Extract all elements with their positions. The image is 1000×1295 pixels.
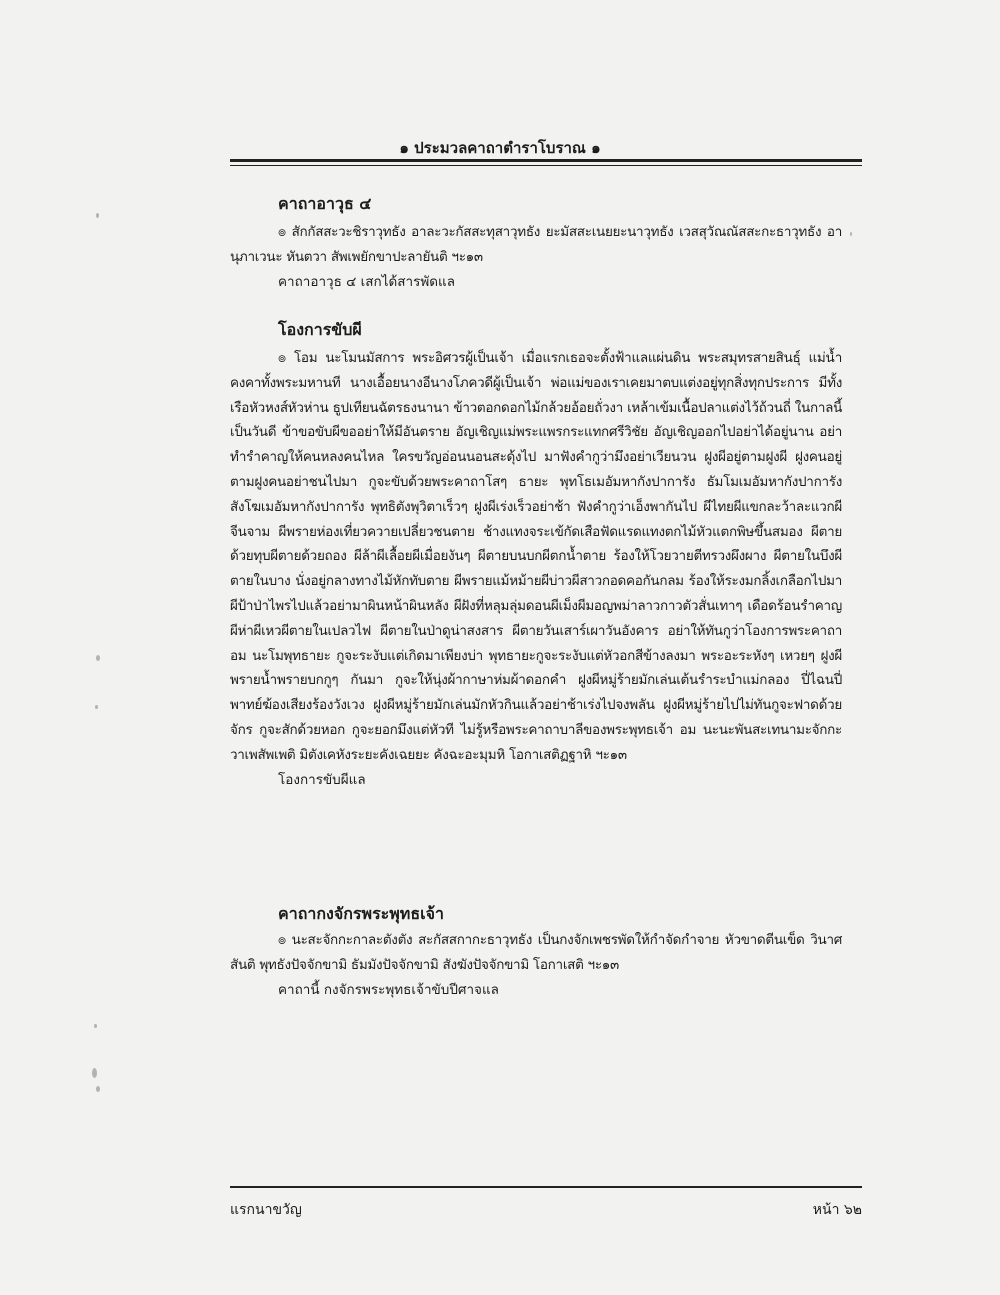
section-note: โองการขับผีแล bbox=[278, 771, 366, 788]
section-buddha-wheel-kata bbox=[230, 902, 842, 1003]
section-heading: คาถาอาวุธ ๔ bbox=[278, 194, 372, 213]
running-header: ๑ ประมวลคาถาตำราโบราณ ๑ bbox=[399, 139, 601, 157]
scan-speck bbox=[96, 655, 100, 661]
scan-speck bbox=[95, 705, 98, 709]
section-note: คาถานี้ กงจักรพระพุทธเจ้าขับปีศาจแล bbox=[278, 981, 499, 998]
section-heading: คาถากงจักรพระพุทธเจ้า bbox=[278, 904, 444, 923]
footer-book-title: แรกนาขวัญ bbox=[230, 1202, 302, 1218]
section-body: ๏ นะสะจักกะกาละตังตัง สะกัสสกากะธาวุทธัง เป็นกงจักเพชรพัดให้กำจัดกำจาย หัวขาดตีนเข็ด วินาศสันติ พุทธังปัจจักขามิ ธัมมังปัจจักขามิ สังฆังปัจจักขามิ โอกาเสติ ฯะ๑๓ bbox=[230, 932, 842, 973]
section-note: คาถาอาวุธ ๔ เสกได้สารพัดแล bbox=[278, 273, 455, 290]
header-rule-thick bbox=[230, 159, 862, 162]
section-kata-weapons bbox=[230, 192, 842, 295]
scan-speck bbox=[94, 1024, 97, 1028]
section-body: ๏ โอม นะโมนมัสการ พระอิศวรผู้เป็นเจ้า เมื่อแรกเธอจะตั้งฟ้าแลแผ่นดิน พระสมุทรสายสินธุ์ แม่น้ำคงคาทั้งพระมหานที นางเอื้อยนางอีนางโภควดีผู้เป็นเจ้า พ่อแม่ของเราเคยมาตบแต่งอยู่ทุกสิ่งทุกประการ มีทั้งเรือหัวหงส์หัวห่าน ธูปเทียนฉัตรธงนานา ข้าวตอกดอกไม้กล้วยอ้อยถั่วงา เหล้าเข้มเนื้อปลาแต่งไว้ถ้วนถี่ ในกาลนี้เป็นวันดี ข้าขอขับผีขออย่าให้มีอันตราย อัญเชิญแม่พระแพรกระแทกศรีวิชัย อัญเชิญออกไปอย่าได้อยู่นาน อย่าทำรำคาญให้คนหลงคนไหล ใครขวัญอ่อนนอนสะดุ้งไป มาฟังคำกูว่ามึงอย่าเวียนวน ฝูงผีอยู่ตามฝูงผี ฝูงคนอยู่ตามฝูงคนอย่าชนไปมา กูจะขับด้วยพระคาถาโสๆ ธายะ พุทโธเมอัมหากังปาการัง ธัมโมเมอัมหากังปาการัง สังโฆเมอัมหากังปาการัง พุทธิตังพุวิตาเร็วๆ ฝูงผีเร่งเร็วอย่าช้า ฟังคำกูว่าเอ็งพากันไป ผีไทยผีแขกละว้าละแวกผีจีนจาม ผีพรายห่องเที่ยวควายเปลี่ยวชนตาย ช้างแทงจระเข้กัดเสือฟัดแรดแทงตกไม้หัวแตกพิษขึ้นสมอง ผีตายด้วยทุบผีตายด้วยถอง ผีล้าผีเลื้อยผีเมื่อยงันๆ ผีตายบนบกผีตกน้ำตาย ร้องให้โวยวายตีทรวงผึงผาง ผีตายในบึงผีตายในบาง นั่งอยู่กลางทางไม้หักทับตาย ผีพรายแม้หม้ายผีบ่าวผีสาวกอดคอกันกลม ร้องให้ระงมกลิ้งเกลือกไปมา ผีป้าป่าไพรไปแล้วอย่ามาผินหน้าผินหลัง ผีฝังที่หลุมลุ่มดอนผีเม็งผีมอญพม่าลาวกาวตัวสั่นเทาๆ เดือดร้อนรำคาญ ผีห่าผีเหวผีตายในเปลวไฟ ผีตายในป่าดูน่าสงสาร ผีตายวันเสาร์เผาวันอังคาร อย่าให้ทันกูว่าโองการพระคาถา อม นะโมพุทธายะ กูจะระงับแต่เกิดมาเพียงบ่า พุทธายะกูจะระงับแต่หัวอกสีข้างลงมา พระอะระหังๆ เหวยๆ ฝูงผีพรายน้ำพรายบกกูๆ กันมา กูจะให้นุ่งผ้ากาษาห่มผ้าดอกคำ ฝูงผีหมู่ร้ายมักเล่นเต้นรำระบำแม่กลอง ปี่ไฉนปี่พาทย์ฆ้องเสียงร้องวังเวง ฝูงผีหมู่ร้ายมักเล่นมักหัวกินแล้วอย่าช้าเร่งไปจงพลัน ฝูงผีหมู่ร้ายไปไม่ทันกูจะฟาดด้วยจักร กูจะสักด้วยหอก กูจะยอกมึงแต่หัวที ไม่รู้หรือพระคาถาบาลีของพระพุทธเจ้า อม นะนะพันสะเทนามะจักกะวาเพสัพเพติ มิตังเคหังระยะคังเฉยยะ คังฉะอะมุมหิ โอกาเสติฏฐาหิ ฯะ๑๓ bbox=[230, 350, 842, 763]
footer-rule bbox=[230, 1186, 862, 1188]
scan-speck bbox=[92, 1068, 97, 1078]
scan-speck bbox=[850, 232, 852, 236]
section-heading: โองการขับผี bbox=[278, 320, 362, 339]
page-number: หน้า ๖๒ bbox=[812, 1202, 862, 1218]
section-body: ๏ สักกัสสะวะชิราวุทธัง อาละวะกัสสะทุสาวุทธัง ยะมัสสะเนยยะนาวุทธัง เวสสุวัณณัสสะกะธาวุทธัง อานุภาเวนะ หันตวา สัพเพยักขาปะลายันติ ฯะ๑๓ bbox=[230, 224, 842, 265]
scan-speck bbox=[96, 213, 99, 218]
scan-speck bbox=[96, 1086, 100, 1092]
header-rule-thin bbox=[230, 165, 862, 166]
section-exorcism-incantation bbox=[230, 318, 842, 793]
